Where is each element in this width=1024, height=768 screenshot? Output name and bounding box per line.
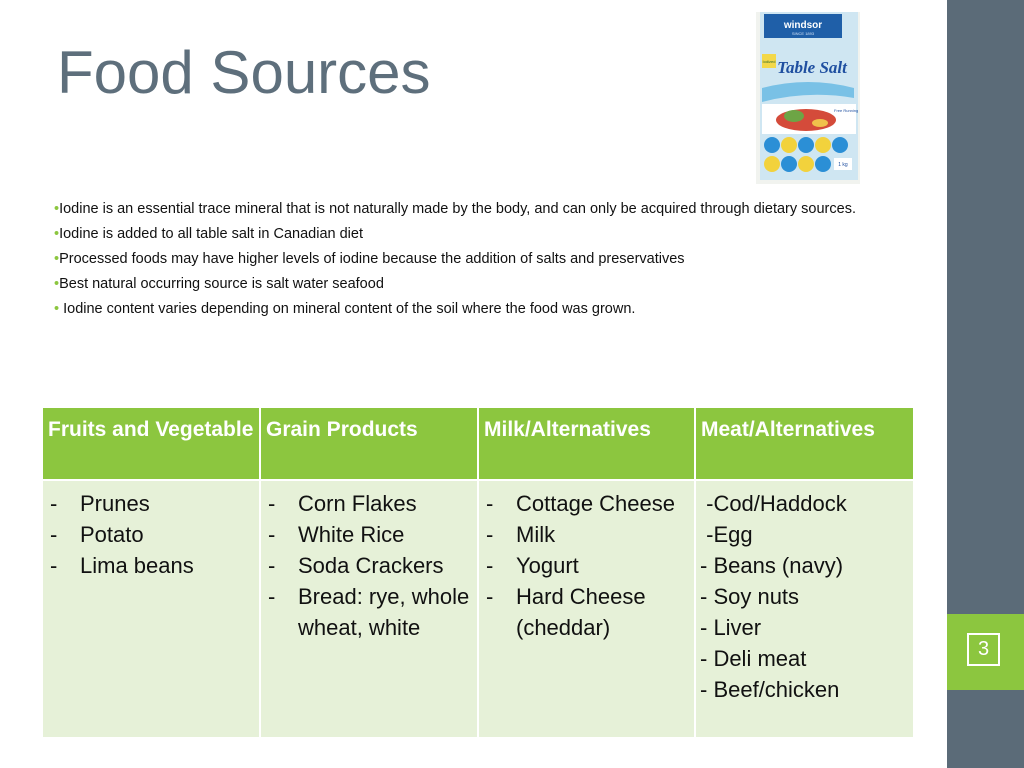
list-item: -Cod/Haddock xyxy=(700,491,847,516)
bullet-item: •Iodine is added to all table salt in Canadian diet xyxy=(54,226,363,242)
header-milk: Milk/Alternatives xyxy=(478,407,695,480)
list-item: - Soda Crackers xyxy=(265,550,473,581)
product-name: Table Salt xyxy=(777,58,847,77)
bullet-item: •Best natural occurring source is salt water seafood xyxy=(54,276,384,292)
list-item: - Liver xyxy=(700,615,762,640)
bullet-list xyxy=(54,200,894,325)
bullet-dot: • xyxy=(54,276,60,292)
grains-cell xyxy=(260,480,478,738)
bullet-item: • Iodine content varies depending on mineral content of the soil where the food was grown. xyxy=(54,301,636,317)
list-item: - Bread: rye, whole wheat, white xyxy=(265,581,473,643)
list-item: - Lima beans xyxy=(47,550,255,581)
list-item: - White Rice xyxy=(265,519,473,550)
header-fruits: Fruits and Vegetable xyxy=(42,407,260,480)
brand-logo: windsor xyxy=(783,20,823,31)
table-salt-image xyxy=(756,12,860,184)
bullet-item: •Processed foods may have higher levels of iodine because the addition of salts and preservatives xyxy=(54,251,685,267)
list-item: - Prunes xyxy=(47,488,255,519)
meat-cell xyxy=(695,480,914,738)
header-grains: Grain Products xyxy=(260,407,478,480)
food-sources-table xyxy=(41,406,915,739)
fruits-cell xyxy=(42,480,260,738)
list-item: -Egg xyxy=(700,522,753,547)
list-item: - Yogurt xyxy=(483,550,690,581)
brand-tagline: SINCE 1893 xyxy=(791,31,815,36)
weight-label: 1 kg xyxy=(838,162,848,168)
list-item: - Milk xyxy=(483,519,690,550)
header-meat: Meat/Alternatives xyxy=(695,407,914,480)
page-number: 3 xyxy=(967,633,1000,666)
table-row xyxy=(42,480,914,738)
milk-cell xyxy=(478,480,695,738)
list-item: - Soy nuts xyxy=(700,584,800,609)
bullet-dot: • xyxy=(54,201,60,217)
list-item: - Beans (navy) xyxy=(700,553,844,578)
list-item: - Corn Flakes xyxy=(265,488,473,519)
list-item: - Beef/chicken xyxy=(700,677,840,702)
list-item: - Hard Cheese (cheddar) xyxy=(483,581,690,643)
page-number-box xyxy=(947,614,1024,690)
bullet-item: •Iodine is an essential trace mineral that is not naturally made by the body, and can only be acquired through dietary sources. xyxy=(54,201,856,217)
list-item: - Potato xyxy=(47,519,255,550)
table-header-row xyxy=(42,407,914,480)
list-item: - Deli meat xyxy=(700,646,807,671)
free-running-label: Free Running xyxy=(834,108,859,113)
iodized-badge: Iodized xyxy=(762,59,776,64)
slide-title: Food Sources xyxy=(57,39,431,106)
bullet-dot: • xyxy=(54,251,60,267)
bullet-dot: • xyxy=(54,301,64,317)
bullet-dot: • xyxy=(54,226,60,242)
list-item: - Cottage Cheese xyxy=(483,488,690,519)
